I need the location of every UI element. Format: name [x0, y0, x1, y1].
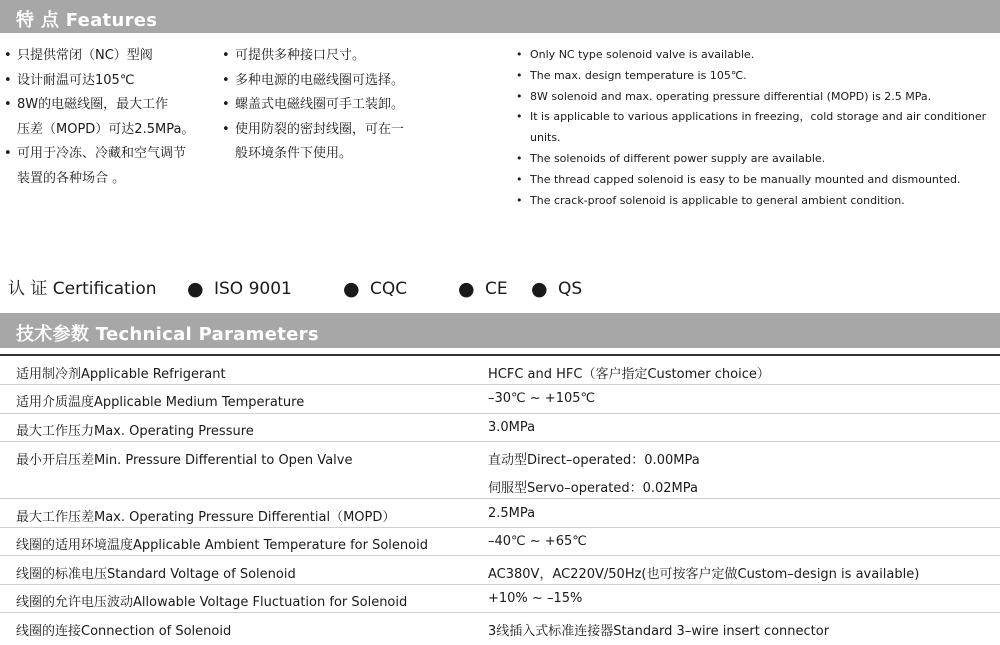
row-divider: [0, 584, 1000, 585]
feature-en-item: • 8W solenoid and max. operating pressure differential (MOPD) is 2.5 MPa.: [516, 87, 998, 108]
feature-en-item: • Only NC type solenoid valve is available.: [516, 45, 998, 66]
param-value: –30℃ ~ +105℃: [488, 391, 596, 406]
row-divider: [0, 612, 1000, 613]
row-divider: [0, 555, 1000, 556]
feature-en-item: • The thread capped solenoid is easy to be manually mounted and dismounted.: [516, 170, 998, 191]
param-name: 最小开启压差Min. Pressure Differential to Open Valve: [16, 453, 353, 468]
param-value: 伺服型Servo–operated：0.02MPa: [488, 481, 698, 496]
feature-cn-item-continued: 压差（MOPD）可达2.5MPa。: [17, 121, 195, 137]
row-divider: [0, 413, 1000, 414]
param-name: 适用介质温度Applicable Medium Temperature: [16, 395, 305, 410]
feature-cn-item-continued: 般环境条件下使用。: [235, 146, 353, 161]
feature-cn-item: • 只提供常闭（NC）型阀: [4, 44, 209, 69]
param-value: 2.5MPa: [488, 506, 536, 521]
cert-iso9001: ISO 9001: [214, 279, 292, 299]
bullet-icon: ●: [343, 278, 360, 300]
param-name: 线圈的适用环境温度Applicable Ambient Temperature for Solenoid: [16, 538, 428, 553]
feature-cn-item: • 8W的电磁线圈，最大工作: [4, 93, 209, 118]
feature-cn-item-continued: 装置的各种场合 。: [17, 170, 126, 186]
row-divider: [0, 498, 1000, 499]
feature-en-item: • It is applicable to various applications in freezing，cold storage and air conditioner units.: [516, 107, 998, 149]
features-title: 特 点 Features: [16, 10, 158, 31]
cert-ce: CE: [485, 279, 508, 299]
row-divider: [0, 527, 1000, 528]
feature-cn-item: • 螺盖式电磁线圈可手工装卸。: [222, 93, 452, 118]
param-name: 线圈的标准电压Standard Voltage of Solenoid: [16, 567, 296, 582]
certification-row: [8, 278, 998, 302]
param-value: AC380V，AC220V/50Hz(也可按客户定做Custom–design is available): [488, 567, 920, 582]
feature-cn-item: • 设计耐温可达105℃: [4, 69, 209, 94]
param-value: –40℃ ~ +65℃: [488, 534, 587, 549]
param-value: +10% ~ –15%: [488, 591, 583, 606]
features-en-list: [516, 45, 998, 211]
bullet-icon: ●: [187, 278, 204, 300]
param-name: 适用制冷剂Applicable Refrigerant: [16, 367, 226, 382]
param-value: HCFC and HFC（客户指定Customer choice）: [488, 367, 770, 382]
feature-en-item: • The max. design temperature is 105℃.: [516, 66, 998, 87]
param-value: 3线插入式标准连接器Standard 3–wire insert connector: [488, 624, 830, 639]
bullet-icon: ●: [458, 278, 475, 300]
features-cn-list-2: [222, 44, 452, 167]
table-top-border: [0, 354, 1000, 356]
feature-cn-item: • 多种电源的电磁线圈可选择。: [222, 69, 452, 94]
technical-header: [0, 313, 1000, 348]
cert-qs: QS: [558, 279, 583, 299]
row-divider: [0, 441, 1000, 442]
feature-cn-item: • 使用防裂的密封线圈，可在一: [222, 118, 452, 143]
param-name: 线圈的连接Connection of Solenoid: [16, 624, 232, 639]
param-value: 3.0MPa: [488, 420, 536, 435]
row-divider: [0, 384, 1000, 385]
param-name: 最大工作压力Max. Operating Pressure: [16, 424, 254, 439]
features-header: [0, 0, 1000, 33]
feature-cn-item: • 可提供多种接口尺寸。: [222, 44, 452, 69]
technical-title: 技术参数 Technical Parameters: [16, 324, 319, 345]
feature-cn-item: • 可用于冷冻、冷藏和空气调节: [4, 142, 209, 167]
certification-label: 认 证 Certification: [8, 279, 157, 299]
param-name: 最大工作压差Max. Operating Pressure Differential（MOPD）: [16, 510, 396, 525]
param-name: 线圈的允许电压波动Allowable Voltage Fluctuation for Solenoid: [16, 595, 408, 610]
param-value: 直动型Direct–operated：0.00MPa: [488, 453, 700, 468]
feature-en-item: • The crack-proof solenoid is applicable to general ambient condition.: [516, 191, 998, 212]
cert-cqc: CQC: [370, 279, 408, 299]
bullet-icon: ●: [531, 278, 548, 300]
feature-en-item: • The solenoids of different power supply are available.: [516, 149, 998, 170]
features-cn-list-1: [4, 44, 209, 191]
